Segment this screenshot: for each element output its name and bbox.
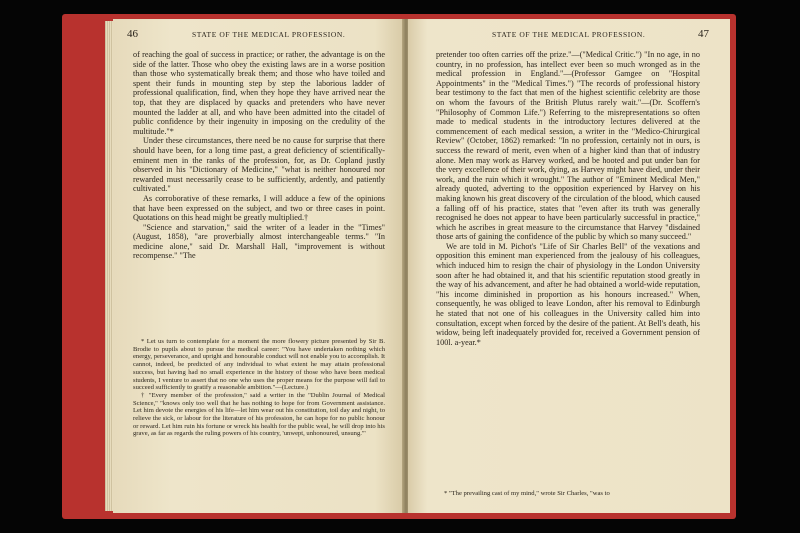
footnote: * "The prevailing cast of my mind," wrote Sir Charles, "was to	[444, 490, 610, 497]
paragraph: "Science and starvation," said the writer of a leader in the "Times" (August, 1858), "are proverbially almost interchangeable terms." "In medicine alone," said Dr. Marshall Hall, "improvement is without recompense." "The	[133, 222, 385, 261]
paragraph: As corroborative of these remarks, I will adduce a few of the opinions that have been expressed on the subject, and two or three cases in point. Quotations on this head might be greatly multiplied.†	[133, 193, 385, 223]
paragraph: of reaching the goal of success in practice; or rather, the advantage is on the side of the latter. Those who obey the existing laws are in a worse position than those who systematically break them; and those who have toiled and spent their funds in mounting step by step the laborious ladder of professional qualification, find, when they hope they have arrived near the top, that they are displaced by quacks and pretenders who have never mounted the ladder at all, and who have been admitted into the citadel of public confidence by their ingenuity in imposing on the credulity of the multitude."*	[133, 50, 385, 136]
left-body-text	[133, 50, 385, 261]
left-page-number: 46	[127, 28, 138, 40]
paragraph: pretender too often carries off the prize."—("Medical Critic.") "In no age, in no country, in no profession, has intellect ever been so much wronged as in the medical profession in England."—(Professor Gamgee on "Hospital Appointments" in the "Medical Times.") "The records of professional history bear testimony to the fact that men of the highest scientific celebrity are those on whom the favours of the British Plutus rarely wait."—(Dr. Scoffern's "Philosophy of Common Life.") Referring to the misrepresentations so often made to medical students in the introductory lectures delivered at the commencement of each medical session, a writer in the "Medico-Chirurgical Review" (October, 1862) remarked: "In no profession, certainly not in ours, is success the reward of merit, even when of a higher kind than that of industry alone. Men may work as Harvey worked, and be hooted and put under ban for the very excellence of their work, dying, as Harvey might have died, under their work, and the ruin which it wrought." The author of "Eminent Medical Men," already quoted, adverting to the opposition experienced by Harvey on his making known his great discovery of the circulation of the blood, which caused a falling off of his practice, states that "even after its truth was generally recognised he does not appear to have been particularly successful in practice," which he ascribes in great measure to the circumstance that Harvey "disdained those arts of gaining the confidence of the public by which so many succeed."	[436, 50, 700, 242]
right-page-number: 47	[698, 28, 709, 40]
left-footnotes	[133, 338, 385, 438]
footnote: * Let us turn to contemplate for a moment the more flowery picture presented by Sir B. Brodie to pupils about to pursue the medical career: "You have undertaken nothing which energy, perseverance, and upright and honourable conduct will not enable you to accomplish. It cannot, indeed, be predicted of any individual to what extent he may attain professional success, but having had no small experience in the history of those who have been medical students, I venture to assert that no one who uses the proper means for the purpose will fail to succeed sufficiently to gratify a reasonable ambition."—(Lecture.)	[133, 338, 385, 392]
open-book	[62, 14, 736, 519]
left-running-head: STATE OF THE MEDICAL PROFESSION.	[192, 30, 346, 39]
right-running-head: STATE OF THE MEDICAL PROFESSION.	[492, 30, 646, 39]
right-body-text	[436, 50, 700, 347]
right-footnotes	[436, 490, 700, 498]
page-edges	[105, 21, 113, 511]
footnote: † "Every member of the profession," said a writer in the "Dublin Journal of Medical Science," "knows only too well that he has nothing to hope for from Government assistance. Let him devote the energies of his life—let him wear out his constitution, toil day and night, to relieve the sick, or labour for the literature of his profession, he can hope for no public honour or reward. Let him ruin his fortune or wreck his health for the public weal, he will drop into his grave, as far as regards the ruling powers of his country, 'unwept, unhonoured, unsung.'"	[133, 391, 385, 438]
paragraph: Under these circumstances, there need be no cause for surprise that there should have been, for a long time past, a great deficiency of scientifically-eminent men in the ranks of the profession, for, as Dr. Copland justly observed in his "Dictionary of Medicine," "what is neither honoured nor rewarded must necessarily cease to be sufficiently, ardently, and patiently cultivated."	[133, 136, 385, 194]
paragraph: We are told in M. Pichot's "Life of Sir Charles Bell" of the vexations and opposition this eminent man experienced from the jealousy of his colleagues, which induced him to resign the chair of physiology in the London University soon after he had obtained it, and that his scientific reputation stood greatly in the way of his advancement, and after he had obtained a world-wide reputation, "his income diminished in proportion as his honours increased." When, consequently, he was obliged to leave London, after his removal to Edinburgh he stated that not one of his colleagues in the University called him into consultation, except when forced by the desire of the patient. At Bell's death, his widow, being left inadequately provided for, received a Government pension of 100l. a-year.*	[436, 241, 700, 347]
right-page	[408, 19, 730, 513]
left-page	[113, 19, 404, 513]
